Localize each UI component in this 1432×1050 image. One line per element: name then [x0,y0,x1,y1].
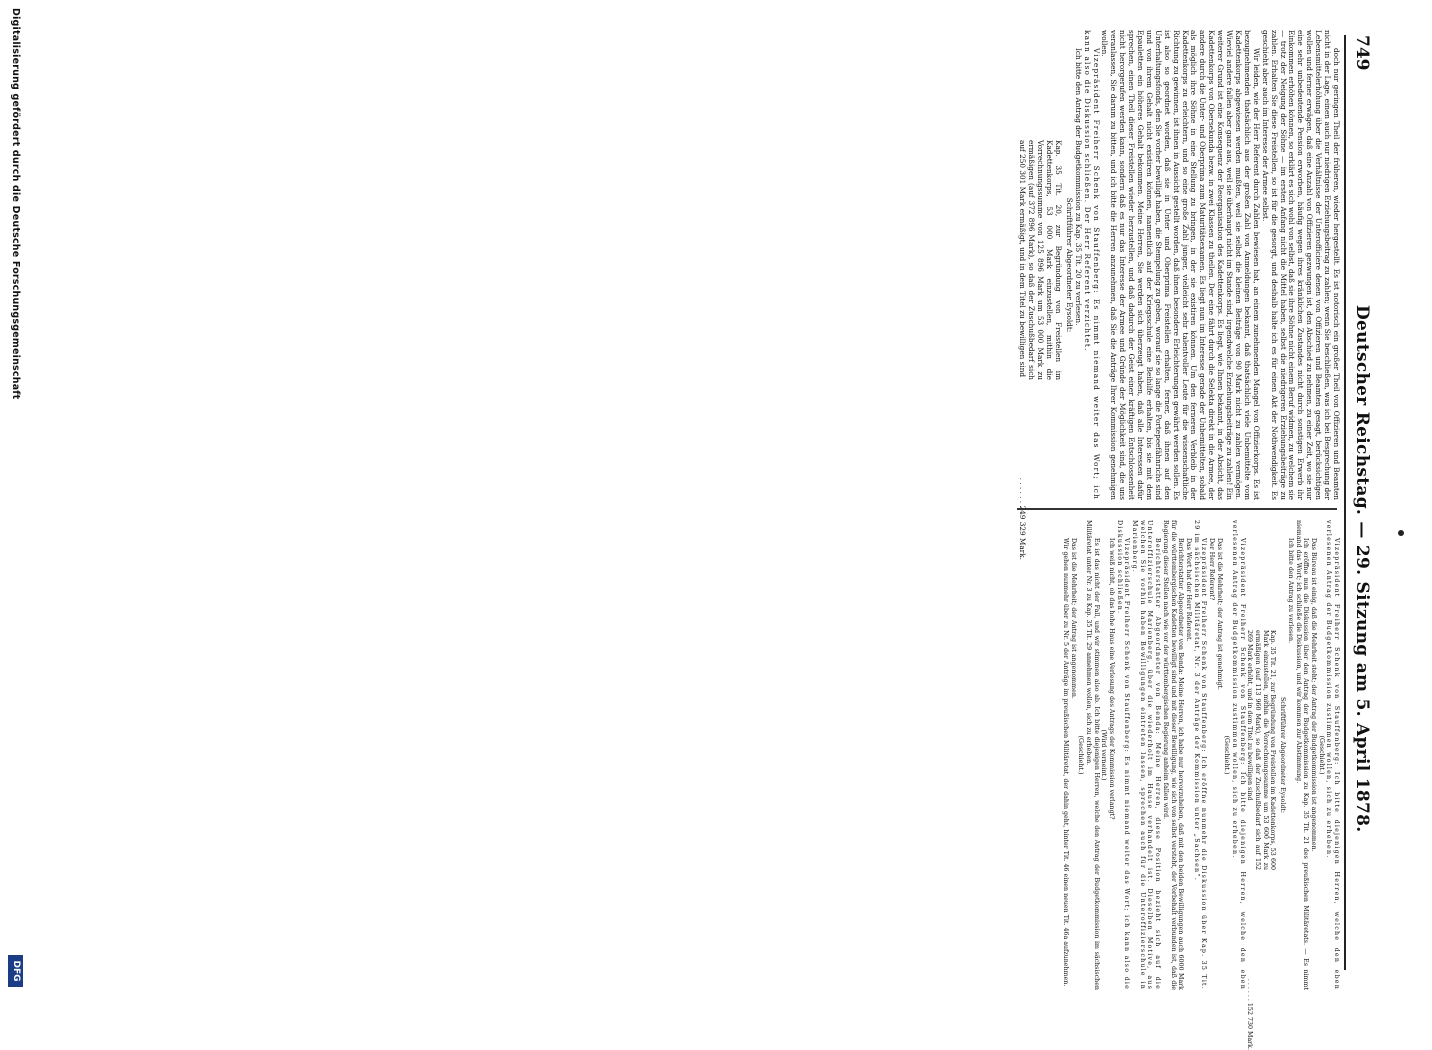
centered-line: (Geschieht.) [1077,735,1085,775]
paragraph: Wir leiden, wie der Herr Referent durch Zahlen bewiesen hat, an einem zunehmenden Mangel von Offizierkorps. Es ist bezugnehmenden thatsächlich aus der großen Zahl von Anmeldungen bekannt, daß thatsächlich viele Unbemittelte vom Kadettenkorps abgewiesen werden mußten, weil sie selbst die kleinen Beiträge von 90 Mark nicht zu zahlen vermögen. Wieviel andere fallen aber ganz aus, weil sie überhaupt nicht im Stande sind, irgendwelche Erziehungsbeiträge zu zahlen! Ein weiterer Grund ist eine Konsequenz der Reorganisation des Kadettenkorps. Es liegt, wie Ihnen bekannt, in der Absicht, das Kadettenkorps von Obersekunda bezw. in zwei Klassen zu theilen. Der eine fährt durch die Selekta direkt in die Armee, der andere durch die Unter- und Oberprima zum Maturitätsexamen. Es liegt nun im Interesse gerade der Unbemittelten, sobald als möglich ihre Söhne in eine Stellung zu bringen, in der sie existiren können. Um den ferneren Verbleib in der Kadettenkorps zu erleichtern, und so eine große Zahl junger, vielleicht sehr talentvoller Leute für die wissenschaftliche Richtung zu gewinnen, ist ihnen in Aussicht gestellt worden, daß ihnen besondere Erleichterungen gewährt werden sollen. Es ist also so geordnet worden, daß sie in Unter und Oberprima Freistellen erhalten, ferner, daß ihnen auf den Unterhaltungsfonds, den Sie vorher bewilligt haben, die Stempelung zu geben, worauf sie so lange die Portepeefähnrichs sind und von ihrem Gehalt nicht existiren können, namentlich auf der Kriegsschule eine Beihilfe erhalten, bis sie mit dem Epauletten ein höheres Gehalt bekommen. Meine Herren, Sie werden sich überzeugt haben, daß alle Interessen dafür sprechen, einen Theil dieser Freistellen wieder herzustellen, und daß dadurch der Geist einer kräftigen Entschlossenheit nicht herorgerufen werden kann, sondern daß es nur das Interesse der Armee und Gründe der Möglichkeit sind, die uns veranlassen, Sie darum zu bitten, und ich bitte die Herren anzunehmen, daß Sie die Anträge Ihrer Kommission genehmigen wollen. [1100,30,1261,500]
speaker-paragraph: Vizepräsident Freiherr Schenk von Stauffenberg: Ich bitte diejenigen Herren, welche den eben verlesenen Antrag der Budgetkommission zustimmen wollen, sich zu erheben. [1231,520,1246,990]
speaker-paragraph: Vizepräsident Freiherr Schenk von Stauffenberg: Ich bitte diejenigen Herren, welche den eben verlesenen Antrag der Budgetkommission zustimmen wollen, sich zu erheben. [1325,520,1340,990]
speaker-paragraph: Vizepräsident Freiherr Schenk von Stauffenberg: Es nimmt niemand weiter das Wort; ich kann also die Diskussion schließen. [1115,520,1131,990]
budget-motion-text [1246,630,1277,1050]
paragraph: Der Herr Referent? [1208,538,1215,601]
budget-motion-body: Kap. 35 Tit. 21, zur Begründung von Freistellen im Kadettenkorps, 53 600 Mark einzustellen, mithin die Vorrechnungssumme um 53 600 Mark zu ermäßigen (auf 113 960 Mark), so daß der Zuschußbedarf sich auf 152 269 Mark erhöht, und in dem Titel zu bewilligen sind [1246,630,1277,870]
budget-motion-text [1017,140,1063,560]
centered-line: Schriftführer Abgeordneter Eysoldt: [1064,197,1074,333]
paragraph: Das ist die Mehrheit; der Antrag ist angenommen. [1069,538,1077,699]
centered-line: Schriftführer Abgeordneter Eysoldt: [1279,696,1287,814]
page-header [1346,35,1372,970]
footer-credit-text: Digitalisierung gefördert durch die Deutsche Forschungsgemeinschaft [10,8,21,400]
centered-line: (Geschieht.) [1317,735,1325,775]
budget-amount: . . . . . . 249 329 Mark. [1018,477,1028,560]
paragraph: Ich bitte den Antrag der Budgetkommission zu Kap. 35 Tit. 20 zu verlesen. [1073,48,1083,326]
centered-line: (Geschieht.) [1223,735,1231,775]
right-text-column [1060,520,1340,1050]
speaker-paragraph: Vizepräsident Freiherr Schenk von Stauffenberg: Es nimmt niemand weiter das Wort; ich kann also die Diskussion schließen. Der Herr Referent verzichtet. [1082,30,1101,500]
dfg-logo: DFG [8,955,23,987]
paragraph: Das Wort hat der Herr Referent. [1184,538,1192,642]
paragraph: Wir gehen nunmehr über zu Nr. 5 der Anträge im preußischen Militäretat, der dahin geht, hinter Tit. 46 einen neuen Tit. 46a aufzunehmen. [1061,538,1069,987]
ink-speck [1398,530,1404,536]
paragraph: Berichterstatter Abgeordneter von Benda: Meine Herren, ich habe nur hervorzuheben, daß mit den beiden Bewilligungen auch 6000 Mark für die württembergischen Kadetten bewilligt sind und mit dieser Bewilligung, wie sich von selbst versteht, der Vorbehalt verbunden ist, daß die Regierung dieser Stellen nach wie vor der württembergischen Regierung anheim fallen wird. [1161,520,1185,990]
centered-line: (Wird verneint.) [1100,729,1108,781]
page-number: 749 [1352,35,1372,71]
paragraph: Ich eröffne nun die Diskussion über den Antrag der Budgetkommission zu Kap. 35 Tit. 21 des preußischen Militäretats. — Es nimmt niemand das Wort; ich schließe die Diskussion, und wir kommen zur Abstimmung. [1294,520,1310,990]
speaker-paragraph: Vizepräsident Freiherr Schenk von Stauffenberg: Ich eröffne nunmehr die Diskussion über Kap. 35 Tit. 29 im sächsischen Militäretat, Nr. 3 der Anträge der Kommission unter „Sachsen“. [1192,520,1208,990]
column-separator [1017,508,1337,510]
paragraph: Das Büreau ist einig, daß die Mehrheit steht; der Antrag der Budgetkommission ist angenommen. [1309,538,1317,852]
speaker-paragraph: Berichterstatter Abgeordneter von Benda: Meine Herren, diese Position bezieht sich auf die Unteroffizierschule Marienberg, über die wiederholt im Hause verhandelt ist. Dieselben Motive, aus welchen Sie vorhin haben Bewilligungen eintreten lassen, sprechen auch für die Unteroffizierschule in Marienberg. [1131,520,1162,990]
paragraph: Das ist die Mehrheit; der Antrag ist genehmigt. [1215,538,1223,690]
budget-motion-body: Kap. 35 Tit. 20, zur Begründung von Freistellen im Kadettenkorps, 53 000 Mark einzustellen, mithin die Vorrechnungssumme von 125 896 Mark um 53 000 Mark zu ermäßigen (auf 372 896 Mark), so daß der Zuschußbedarf sich auf 250 301 Mark ermäßigt, und in dem Titel zu bewilligen sind [1018,140,1063,380]
header-rule [1344,35,1346,970]
left-text-column [1010,30,1341,560]
budget-amount: . . . . . . 152 730 Mark. [1246,978,1254,1050]
paragraph: Es ist das nicht der Fall, und wir stimmen also ab. Ich bitte diejenigen Herren, welche den Antrag der Budgetkommission im sächsischen Militäretat unter Nr. 3 zu Kap. 35 Tit. 29 annehmen wollen, sich zu erheben. [1085,520,1100,990]
paragraph: Ich bitte den Antrag zu verlesen. [1286,538,1294,644]
digitization-footer [4,0,24,1000]
running-title: Deutscher Reichstag. — 29. Sitzung am 5. April 1878. [1352,305,1372,833]
paragraph: Ich weiß nicht, ob das hohe Haus eine Verlesung des Antrags der Kommission verlangt? [1108,538,1116,820]
paragraph: doch nur geringen Theil der früheren, wieder hergestellt. Es ist notorisch ein großer Theil von Offizieren und Beamten nicht in der Lage, einen auch nur niedrigen Erziehungsbeitrag zu zahlen; wenn Sie beschließen, was ich bei Besprechung der Lebensmittelerhöhung über die Verhältnisse der Unterofficiere denen von Offizieren und Beamten gesagt, berücksichtigen wollen und ferner erwägen, daß eine Anzahl von Offizieren gezwungen ist, den Abschied zu nehmen, zu einer Zeit, wo sie nur eine sehr unbedeutende Pension erworben, häufig wegen ihres kränklichen Zustandes nicht durch sonstigen Erwerb ihr Einkommen erhöhen können, so erklärt es sich wohl von selbst, daß sie ihre Söhne nicht einem Beruf widmen, zu welchem sie — trotz der Neigung der Söhne — im ersten Anfang nicht die Mittel haben, selbst die niedrigeren Erziehungsbeiträge zu zahlen. Erhalten Sie diese Freistellen, so ist für die gesorgt, und deshalb halte ich es für einen Akt der Nothwendigkeit. Es geschieht aber auch im Interesse der Armee selbst. [1260,30,1341,500]
